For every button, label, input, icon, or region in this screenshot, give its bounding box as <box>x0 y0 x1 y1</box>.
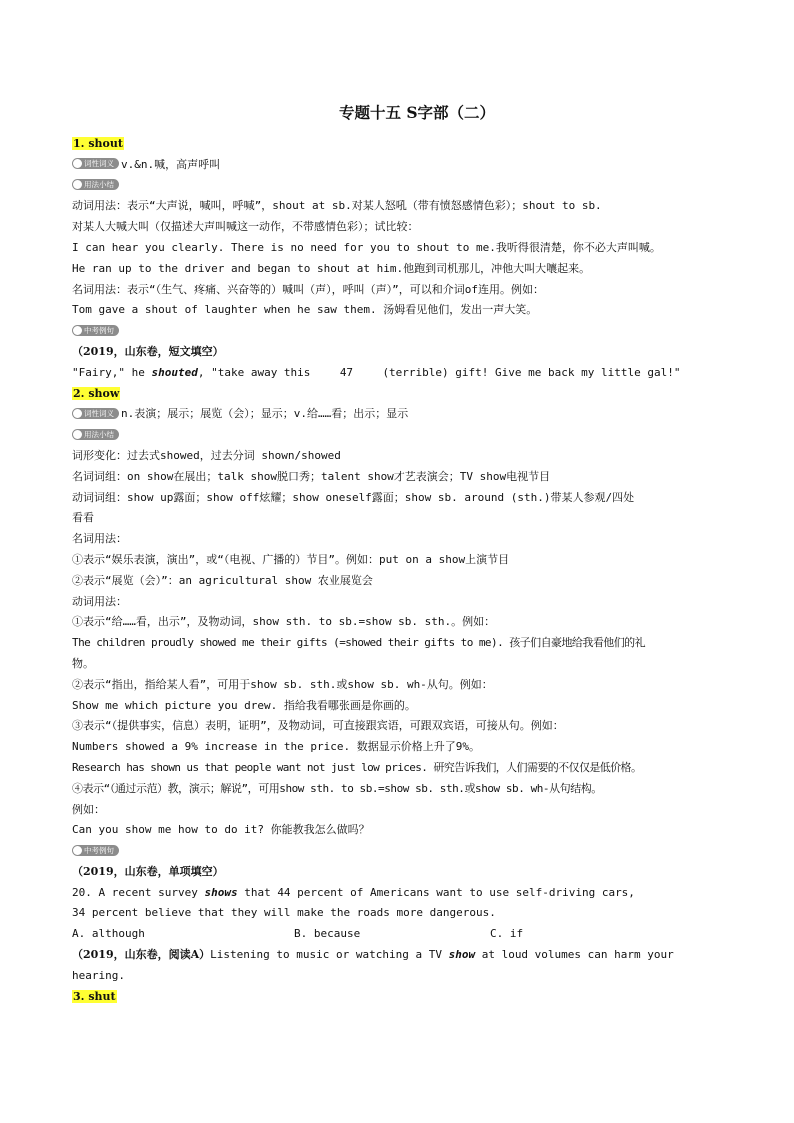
exam-tag: 中考例句 <box>72 845 119 856</box>
text-line: 名词词组：on show在展出；talk show脱口秀；talent show才艺表演会；TV show电视节目 <box>72 469 551 483</box>
text-line: 动词用法：表示“大声说，喊叫，呼喊”，shout at sb.对某人怒吼（带有愤怒感情色彩）；shout to sb. <box>72 199 602 213</box>
text-line: ④表示“（通过示范）教，演示；解说”，可用show sth. to sb.=show sb. sth.或show sb. wh-从句结构。 <box>72 781 602 795</box>
highlighted-word: show <box>448 948 476 962</box>
exam-tag-line <box>72 841 722 862</box>
tag-dot-icon <box>73 159 82 168</box>
tag-dot-icon <box>73 846 82 855</box>
part-of-speech-tag: 词性词义 <box>72 158 119 169</box>
word-heading-shut <box>72 987 722 1008</box>
exam-source: （2019，山东卷，阅读A） <box>72 948 211 962</box>
pos-line <box>72 404 722 425</box>
option-c: C. if <box>490 927 524 941</box>
example-line: He ran up to the driver and began to shout at him.他跑到司机那儿，冲他大叫大嚷起来。 <box>72 261 591 275</box>
usage-tag: 用法小结 <box>72 429 119 440</box>
pos-text: n.表演；展示；展览（会）；显示；v.给……看；出示；显示 <box>121 407 409 421</box>
text-line: 对某人大喊大叫（仅描述大声叫喊这一动作，不带感情色彩）；试比较： <box>72 220 419 234</box>
pos-line <box>72 155 722 176</box>
answer-blank: 47 <box>310 363 382 384</box>
example-line: I can hear you clearly. There is no need for you to shout to me.我听得很清楚，你不必大声叫喊。 <box>72 240 661 254</box>
example-line: Can you show me how to do it? 你能教我怎么做吗？ <box>72 823 370 837</box>
word-heading-label: 3. shut <box>73 989 116 1003</box>
example-line: The children proudly showed me their gifts (=showed their gifts to me). 孩子们自豪地给我看他们的礼 <box>72 636 646 650</box>
usage-tag-line <box>72 176 722 197</box>
text-line: ②表示“展览（会）”：an agricultural show 农业展览会 <box>72 573 373 587</box>
text-line: 名词用法：表示“（生气、疼痛、兴奋等的）喊叫（声），呼叫（声）”，可以和介词of连用。例如： <box>72 282 544 296</box>
option-a: A. although <box>72 927 145 941</box>
tag-dot-icon <box>73 409 82 418</box>
answer-blank <box>642 883 706 904</box>
text-line: 名词用法： <box>72 532 127 546</box>
option-b: B. because <box>294 927 361 941</box>
reading-example-cont: hearing. <box>72 968 125 982</box>
tag-dot-icon <box>73 180 82 189</box>
exam-question-cont: 34 percent believe that they will make the roads more dangerous. <box>72 906 496 920</box>
word-heading-shout <box>72 134 722 155</box>
usage-tag: 用法小结 <box>72 179 119 190</box>
text-line: 看看 <box>72 511 94 525</box>
word-heading-label: 1. shout <box>73 137 123 150</box>
exam-tag-line <box>72 321 722 342</box>
example-line: Numbers showed a 9% increase in the price. 数据显示价格上升了9%。 <box>72 740 481 754</box>
exam-tag: 中考例句 <box>72 325 119 336</box>
text-line: ②表示“指出，指给某人看”，可用于show sb. sth.或show sb. wh-从句。例如： <box>72 677 493 691</box>
exam-source: （2019，山东卷，单项填空） <box>72 864 224 878</box>
example-line: 物。 <box>72 656 94 670</box>
text-line: 动词词组：show up露面；show off炫耀；show oneself露面；show sb. around (sth.)带某人参观/四处 <box>72 490 635 504</box>
exam-question: 20. A recent survey shows that 44 percent of Americans want to use self-driving cars, <box>72 883 722 904</box>
page-title: 专题十五 S字部（二） <box>338 103 496 122</box>
exam-source: （2019，山东卷，短文填空） <box>72 344 224 358</box>
example-line: Show me which picture you drew. 指给我看哪张画是你画的。 <box>72 698 416 712</box>
reading-example: （2019，山东卷，阅读A）Listening to music or watching a TV show at loud volumes can harm your <box>72 948 674 962</box>
tag-dot-icon <box>73 326 82 335</box>
text-line: ①表示“给……看，出示”，及物动词，show sth. to sb.=show sb. sth.。例如： <box>72 615 496 629</box>
word-heading-show <box>72 384 722 405</box>
text-line: 词形变化：过去式showed，过去分词 shown/showed <box>72 448 341 462</box>
exam-question: "Fairy," he shouted, "take away this 47 (terrible) gift! Give me back my little gal!" <box>72 363 722 384</box>
text-line: ③表示“（提供事实，信息）表明，证明”，及物动词，可直接跟宾语，可跟双宾语，可接从句。例如： <box>72 719 564 733</box>
pos-text: v.&n.喊，高声呼叫 <box>121 157 221 171</box>
usage-tag-line <box>72 425 722 446</box>
text-line: ①表示“娱乐表演，演出”，或“（电视、广播的）节目”。例如：put on a show上演节目 <box>72 552 510 566</box>
highlighted-word: shows <box>204 885 238 899</box>
part-of-speech-tag: 词性词义 <box>72 408 119 419</box>
example-line: Tom gave a shout of laughter when he saw them. 汤姆看见他们，发出一声大笑。 <box>72 303 538 317</box>
text-line: 例如： <box>72 802 105 816</box>
example-line: Research has shown us that people want not just low prices. 研究告诉我们，人们需要的不仅仅是低价格。 <box>72 760 642 774</box>
answer-options <box>72 924 722 945</box>
tag-dot-icon <box>73 430 82 439</box>
text-line: 动词用法： <box>72 594 127 608</box>
highlighted-word: shouted <box>151 365 198 379</box>
word-heading-label: 2. show <box>73 386 120 400</box>
